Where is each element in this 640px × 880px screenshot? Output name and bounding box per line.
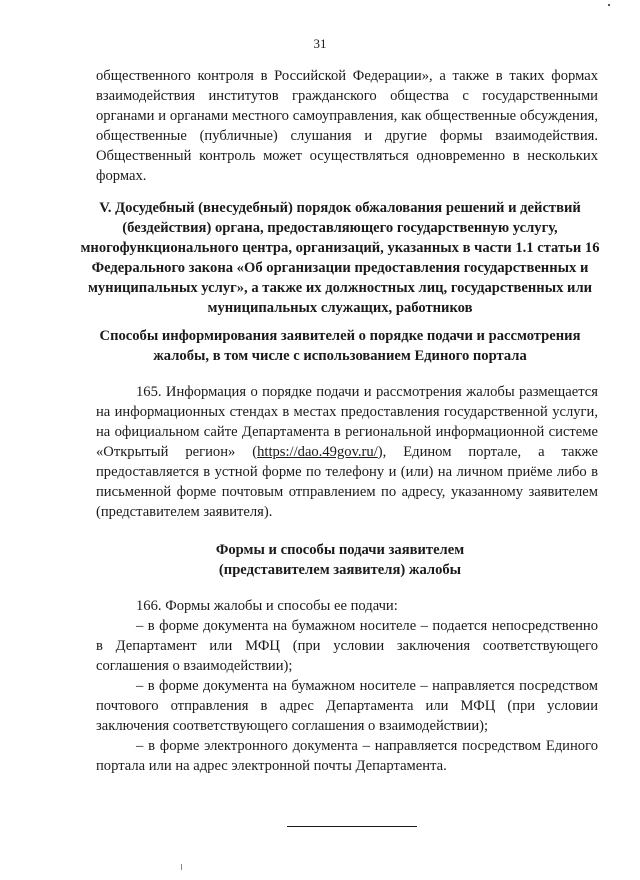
page-number: 31 — [313, 36, 327, 51]
subheading-forms-line-2: (представителем заявителя) жалобы — [218, 562, 462, 578]
list-item: – в форме документа на бумажном носителе – направляется посредством почтового отправления в адрес Департамента или МФЦ (при условии заключения соответствующего соглашения о взаимодействии); — [96, 678, 598, 734]
section-heading: V. Досудебный (внесудебный) порядок обжалования решений и действий (бездействия) органа, предоставляющего государственную услугу, многофункционального центра, организаций, указанных в части 1.1 статьи 16 Федерального закона «Об организации предоставления государственных и муниципальных услуг», а также их должностных лиц, государственных или муниципальных служащих, работников — [80, 200, 600, 316]
scan-mark — [181, 864, 182, 870]
subheading-forms-line-1: Формы и способы подачи заявителем — [215, 542, 465, 558]
department-website-link[interactable]: https://dao.49gov.ru/ — [257, 444, 378, 460]
paragraph-165-text-end: ), Едином портале, а также предоставляется в устной форме по телефону и (или) на личном приёме либо в письменной форме почтовым отправлением по адресу, указанному заявителем (представителем заявителя). — [96, 444, 598, 520]
scan-speck — [608, 4, 610, 6]
paragraph-intro: общественного контроля в Российской Федерации», а также в таких формах взаимодействия институтов гражданского общества с государственными органами и органами местного самоуправления, как общественные обсуждения, общественные (публичные) слушания и другие формы взаимодействия. Общественный контроль может осуществляться одновременно в нескольких формах. — [96, 68, 598, 184]
paragraph-166-intro: 166. Формы жалобы и способы ее подачи: — [136, 598, 398, 614]
paragraph-166 — [96, 596, 598, 776]
list-item: – в форме документа на бумажном носителе – подается непосредственно в Департамент или МФЦ (при условии заключения соответствующего соглашения о взаимодействии); — [96, 618, 598, 674]
list-item: – в форме электронного документа – направляется посредством Единого портала или на адрес электронной почты Департамента. — [96, 738, 598, 774]
paragraph-165 — [96, 382, 598, 522]
subheading-forms — [80, 540, 600, 580]
closing-rule — [287, 826, 417, 827]
paragraph-165-text-start: 165. Информация о порядке подачи и рассмотрения жалобы размещается на информационных стендах в местах предоставления государственной услуги, на официальном сайте Департамента в региональной информационной системе «Открытый регион» ( — [96, 384, 598, 460]
subheading-informing: Способы информирования заявителей о порядке подачи и рассмотрения жалобы, в том числе с использованием Единого портала — [99, 328, 581, 364]
